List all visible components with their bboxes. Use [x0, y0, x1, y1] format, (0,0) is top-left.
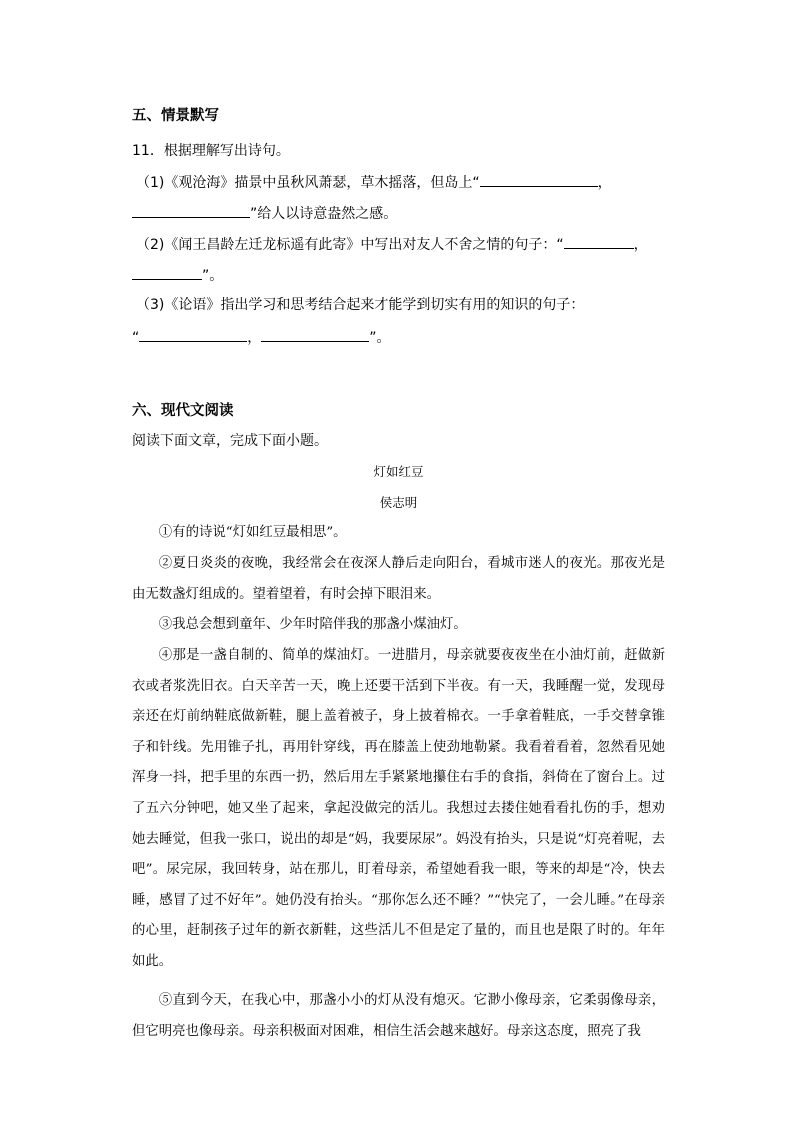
- paragraph-4: ④那是一盏自制的、简单的煤油灯。一进腊月，母亲就要夜夜坐在小油灯前，赶做新衣或者浆洗旧衣。白天辛苦一天，晚上还要干活到下半夜。有一天，我睡醒一觉，发现母亲还在灯前纳鞋底做新鞋，腿上盖着被子，身上披着棉衣。一手拿着鞋底，一手交替拿锥子和针线。先用锥子扎，再用针穿线，再在膝盖上使劲地勒紧。我看着看着，忽然看见她浑身一抖，把手里的东西一扔，然后用左手紧紧地攥住右手的食指，斜倚在了窗台上。过了五六分钟吧，她又坐了起来，拿起没做完的活儿。我想过去搂住她看看扎伤的手，想劝她去睡觉，但我一张口，说出的却是“妈，我要尿尿”。妈没有抬头，只是说“灯亮着呢，去吧”。尿完尿，我回转身，站在那儿，盯着母亲，希望她看我一眼，等来的却是“冷，快去睡，感冒了过不好年”。她仍没有抬头。“那你怎么还不睡？”“快完了，一会儿睡。”在母亲的心里，赶制孩子过年的新衣新鞋，这些活儿不但是定了量的，而且也是限了时的。年年如此。: [132, 648, 665, 969]
- paragraph-2: ②夏日炎炎的夜晚，我经常会在夜深人静后走向阳台，看城市迷人的夜光。那夜光是由无数盏灯组成的。望着望着，有时会掉下眼泪来。: [132, 556, 665, 602]
- paragraph-3: ③我总会想到童年、少年时陪伴我的那盏小煤油灯。: [158, 617, 467, 632]
- answer-blank[interactable]: [480, 172, 598, 187]
- question-11-prompt: 11．根据理解写出诗句。: [132, 143, 290, 159]
- sub-question-2-line1: （2)《闻王昌龄左迁龙标遥有此寄》中写出对友人不舍之情的句子：“ ，: [136, 234, 648, 254]
- section-six-heading: 六、现代文阅读: [132, 403, 234, 419]
- answer-blank[interactable]: [139, 327, 247, 342]
- reading-instruction: 阅读下面文章，完成下面小题。: [132, 433, 328, 449]
- paragraph-5: ⑤直到今天，在我心中，那盏小小的灯从没有熄灭。它渺小像母亲，它柔弱像母亲，但它明亮也像母亲。母亲积极面对困难，相信生活会越来越好。母亲这态度，照亮了我: [132, 993, 665, 1039]
- sub-question-3-line1: （3)《论语》指出学习和思考结合起来才能学到切实有用的知识的句子：: [136, 297, 585, 313]
- answer-blank[interactable]: [564, 234, 634, 249]
- section-five-heading: 五、情景默写: [132, 108, 219, 124]
- sub-question-1-line2: ”给人以诗意盎然之感。: [132, 203, 397, 223]
- sub-question-3-line2: “ ， ”。: [132, 327, 391, 347]
- answer-blank[interactable]: [261, 327, 369, 342]
- sub-question-1-line1: （1)《观沧海》描景中虽秋风萧瑟，草木摇落，但岛上“ ，: [136, 172, 612, 192]
- answer-blank[interactable]: [132, 265, 202, 280]
- article-author: 侯志明: [379, 495, 418, 510]
- paragraph-1: ①有的诗说“灯如红豆最相思”。: [158, 525, 347, 540]
- answer-blank[interactable]: [132, 203, 250, 218]
- article-title: 灯如红豆: [373, 464, 424, 479]
- sub-question-2-line2: ”。: [132, 265, 223, 285]
